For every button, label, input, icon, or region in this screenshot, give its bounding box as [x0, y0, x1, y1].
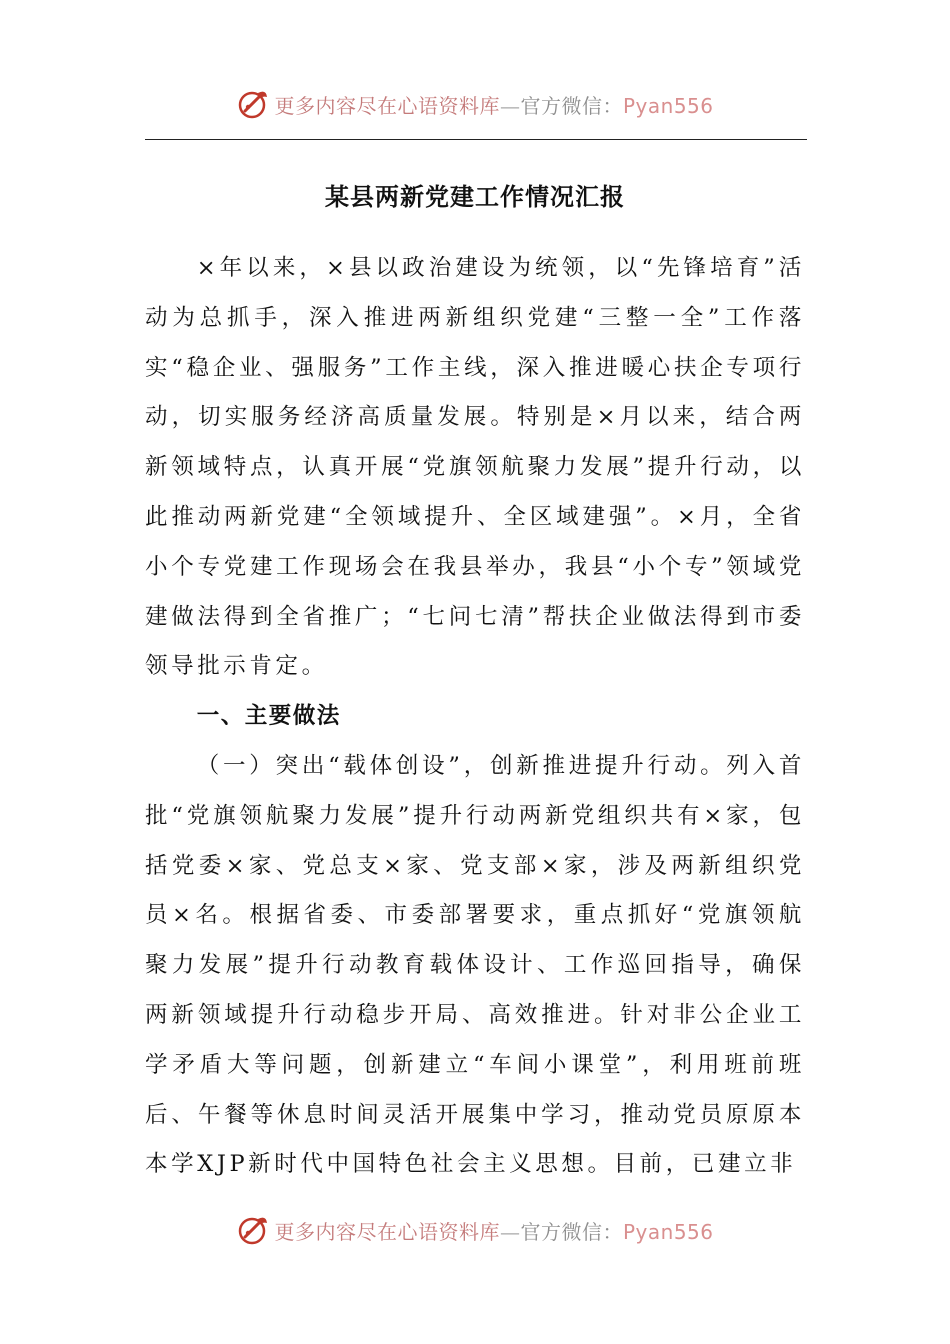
document-title: 某县两新党建工作情况汇报 — [325, 182, 625, 211]
section-heading: 一、主要做法 — [196, 703, 341, 730]
document-body — [145, 244, 805, 1190]
quill-pen-seal-icon — [236, 1213, 270, 1247]
intro-paragraph: ×年以来，×县以政治建设为统领，以“先锋培育”活动为总抓手，深入推进两新组织党建“三整一全”工作落实“稳企业、强服务”工作主线，深入推进暖心扶企专项行动，切实服务经济高质量发展。特别是×月以来，结合两新领域特点，认真开展“党旗领航聚力发展”提升行动，以此推动两新党建“全领域提升、全区域建强”。×月，全省小个专党建工作现场会在我县举办，我县“小个专”领域党建做法得到全省推广；“七问七清”帮扶企业做法得到市委领导批示肯定。 — [145, 255, 805, 680]
header-watermark — [0, 82, 950, 126]
footer-watermark — [0, 1208, 950, 1252]
quill-pen-seal-icon — [236, 87, 270, 121]
watermark-separator: — — [499, 1219, 521, 1244]
watermark-site-text: 更多内容尽在心语资料库 — [274, 93, 500, 118]
watermark-separator: — — [499, 93, 521, 118]
watermark-wechat-label: 官方微信： — [520, 1219, 623, 1244]
watermark-wechat-label: 官方微信： — [520, 93, 623, 118]
watermark-wechat-id: Pyan556 — [622, 1219, 714, 1244]
watermark-site-text: 更多内容尽在心语资料库 — [274, 1219, 500, 1244]
body-paragraph: （一）突出“载体创设”，创新推进提升行动。列入首批“党旗领航聚力发展”提升行动两新党组织共有×家，包括党委×家、党总支×家、党支部×家，涉及两新组织党员×名。根据省委、市委部署要求，重点抓好“党旗领航聚力发展”提升行动教育载体设计、工作巡回指导，确保两新领域提升行动稳步开局、高效推进。针对非公企业工学矛盾大等问题，创新建立“车间小课堂”，利用班前班后、午餐等休息时间灵活开展集中学习，推动党员原原本本学XJP新时代中国特色社会主义思想。目前，已建立非 — [145, 752, 805, 1178]
watermark-text — [274, 90, 713, 119]
watermark-wechat-id: Pyan556 — [622, 93, 714, 118]
header-divider — [145, 139, 807, 140]
watermark-text — [274, 1216, 713, 1245]
